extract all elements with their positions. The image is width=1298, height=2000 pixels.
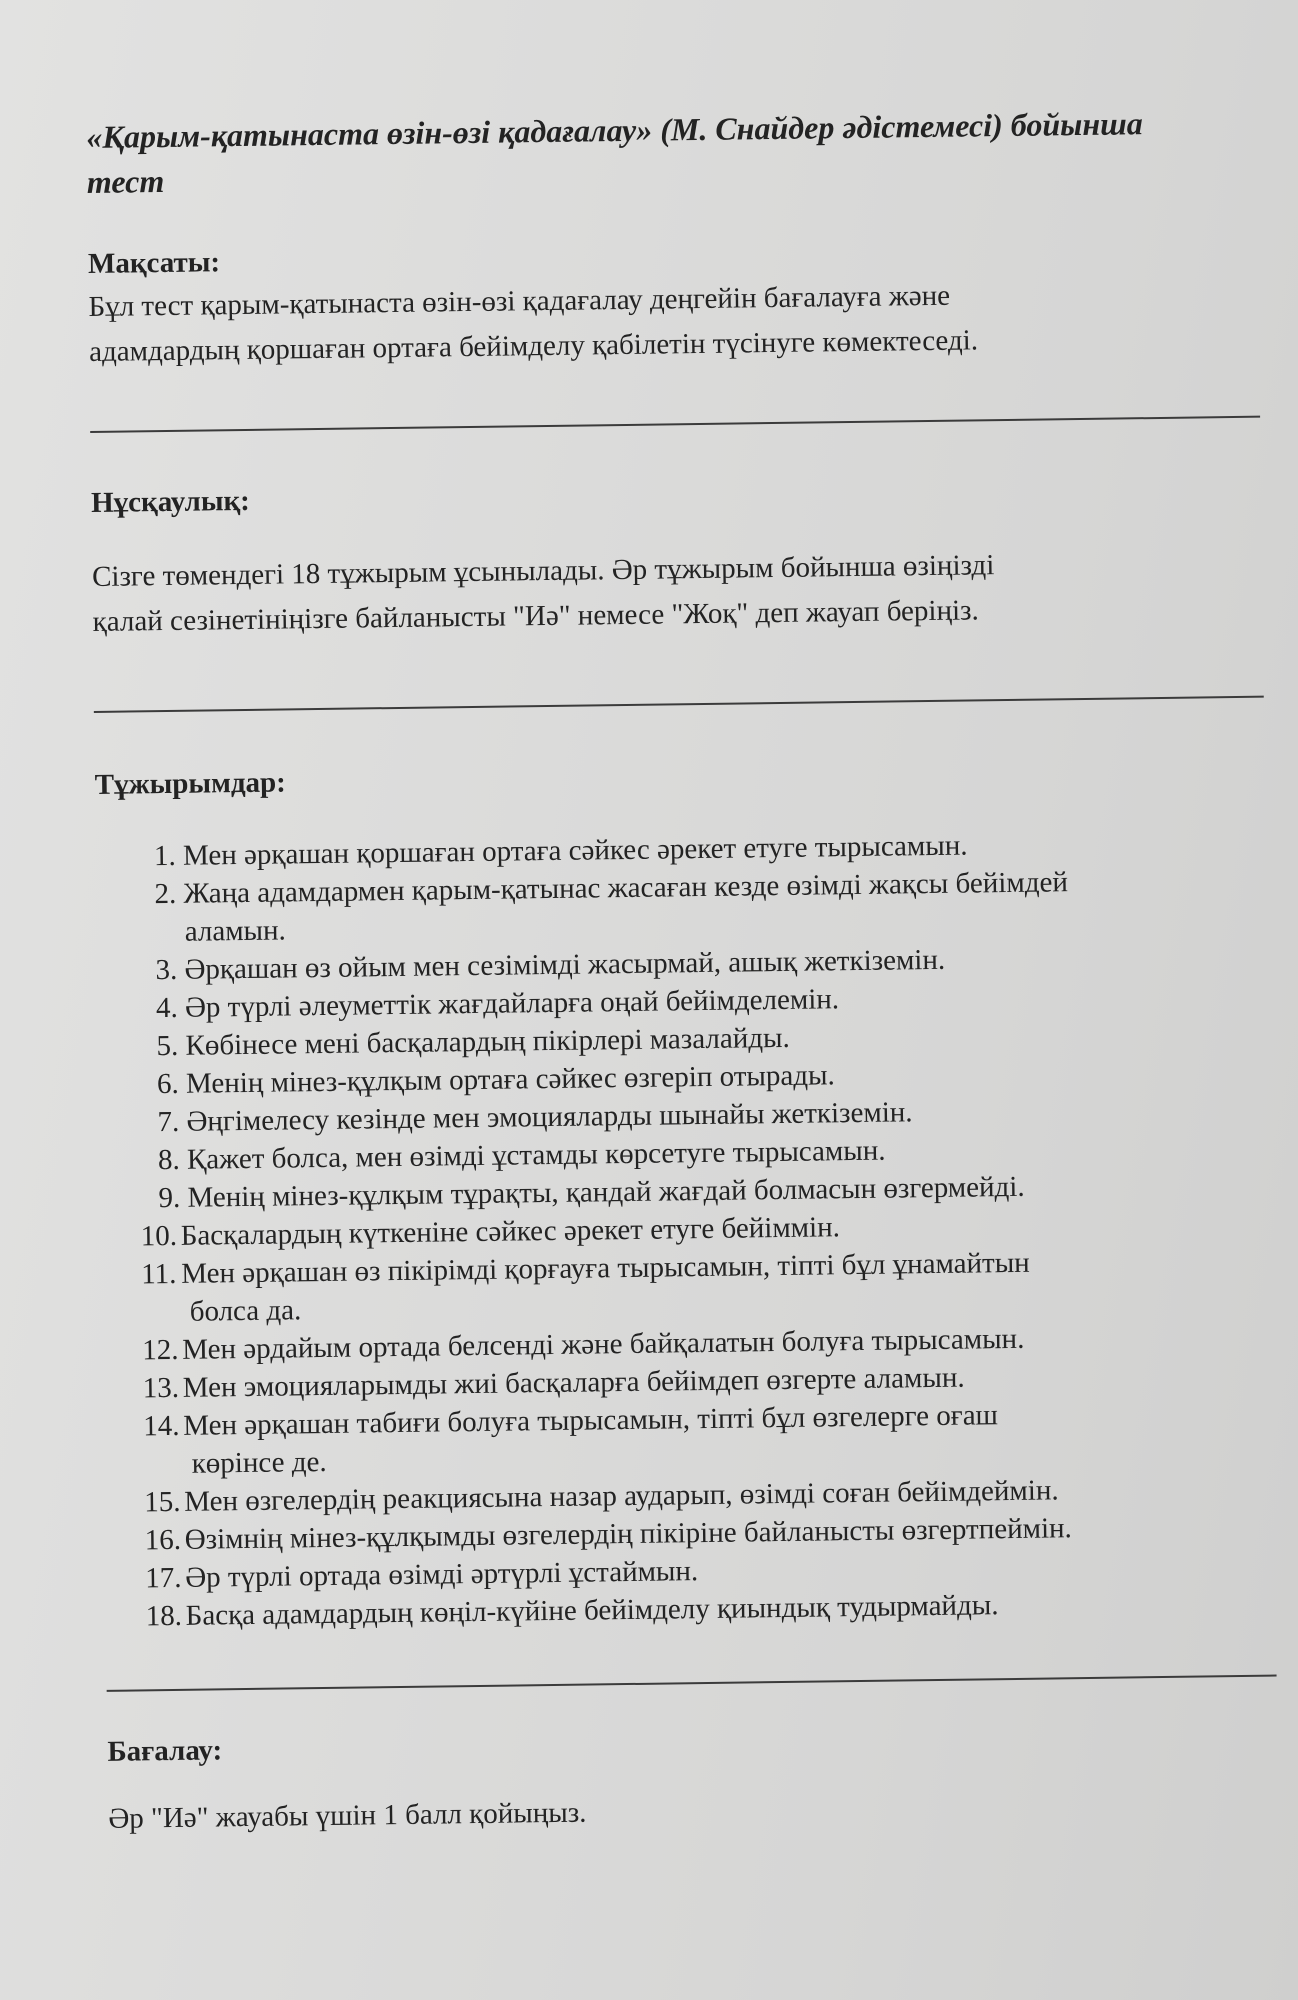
purpose-section <box>88 229 1260 375</box>
purpose-heading: Мақсаты: <box>87 246 221 281</box>
list-item <box>141 1240 1272 1331</box>
statement-text: Мен әрдайым ортада белсенді және байқалатын болуға тырысамын. <box>182 1322 1025 1366</box>
purpose-line-2: адамдардың қоршаған ортаға бейімделу қабілетін түсінуге көмектеседі. <box>88 324 979 368</box>
statement-text: Өзімнің мінез-құлқымды өзгелердің пікіріне байланысты өзгертпеймін. <box>184 1512 1073 1556</box>
list-item <box>136 861 1267 952</box>
statement-text: Жаңа адамдармен қарым-қатынас жасаған кезде өзімді жақсы бейімдей <box>183 866 1069 910</box>
statement-text: Мен эмоцияларымды жиі басқаларға бейімдеп өзгерте аламын. <box>182 1361 965 1404</box>
statement-text: Мен әрқашан табиғи болуға тырысамын, тіпті бұл өзгелерге оғаш <box>182 1399 999 1442</box>
statement-text: Көбінесе мені басқалардың пікірлері мазалайды. <box>185 1021 790 1062</box>
statement-number: 6. <box>156 1067 179 1101</box>
title-line-1: «Қарым-қатынаста өзін-өзі қадағалау» (М. Снайдер әдістемесі) бойынша <box>86 105 1143 155</box>
statement-number: 16. <box>144 1523 182 1557</box>
statement-number: 4. <box>155 991 178 1025</box>
purpose-line-1: Бұл тест қарым-қатынаста өзін-өзі қадағалау деңгейін бағалауға және <box>88 279 951 323</box>
scoring-section <box>107 1716 1278 1841</box>
statement-text: Менің мінез-құлқым ортаға сәйкес өзгеріп отырады. <box>185 1059 835 1100</box>
statement-text-continued: көрінсе де. <box>191 1445 327 1480</box>
statement-number: 3. <box>155 953 178 987</box>
statement-number: 14. <box>142 1409 180 1443</box>
instruction-section <box>91 467 1263 645</box>
statement-text: Әрқашан өз ойым мен сезімімді жасырмай, ашық жеткіземін. <box>184 943 946 986</box>
instruction-heading: Нұсқаулық: <box>90 484 251 519</box>
statement-number: 7. <box>157 1105 180 1139</box>
document-title <box>86 97 1257 209</box>
statement-number: 5. <box>156 1029 179 1063</box>
list-item <box>143 1392 1274 1483</box>
scoring-text: Әр "Иә" жауабы үшін 1 балл қойыңыз. <box>108 1796 587 1835</box>
statement-number: 2. <box>154 877 177 911</box>
statement-number: 12. <box>142 1333 179 1367</box>
statement-number: 9. <box>158 1181 181 1215</box>
statement-text: Мен өзгелердің реакциясына назар аударып, өзімді соған бейімдеймін. <box>183 1474 1059 1518</box>
statement-number: 13. <box>142 1371 180 1405</box>
statement-number: 18. <box>145 1599 183 1633</box>
statement-text: Әр түрлі ортада өзімді әртүрлі ұстаймын. <box>184 1555 699 1594</box>
statement-number: 8. <box>157 1143 180 1177</box>
statement-number: 15. <box>143 1485 181 1519</box>
statement-text: Менің мінез-құлқым тұрақты, қандай жағдай болмасын өзгермейді. <box>187 1170 1025 1214</box>
statement-text: Әр түрлі әлеуметтік жағдайларға оңай бейімделемін. <box>184 983 840 1024</box>
statement-number: 10. <box>140 1219 178 1253</box>
statement-text: Басқалардың күткеніне сәйкес әрекет етуге бейіммін. <box>180 1211 841 1252</box>
divider <box>107 1674 1277 1691</box>
title-line-2: тест <box>86 163 165 201</box>
statement-number: 1. <box>153 839 176 873</box>
document-page <box>86 97 1279 1842</box>
instruction-line-1: Сізге төмендегі 18 тұжырым ұсынылады. Әр тұжырым бойынша өзіңізді <box>91 549 995 594</box>
statement-text-continued: аламын. <box>184 914 287 948</box>
divider <box>90 416 1260 433</box>
statement-list <box>135 823 1275 1636</box>
statements-heading: Тұжырымдар: <box>94 766 287 802</box>
statement-text: Әңгімелесу кезінде мен эмоцияларды шынайы жеткіземін. <box>186 1096 913 1138</box>
statement-text: Мен әрқашан қоршаған ортаға сәйкес әрекет етуге тырысамын. <box>182 829 968 872</box>
statement-number: 11. <box>141 1257 177 1291</box>
statement-number: 17. <box>144 1561 182 1595</box>
statement-text: Басқа адамдардың көңіл-күйіне бейімделу қиындық тудырмайды. <box>185 1589 999 1632</box>
scoring-heading: Бағалау: <box>107 1734 223 1768</box>
statements-section <box>95 750 1276 1636</box>
divider <box>94 696 1264 713</box>
statement-text: Қажет болса, мен өзімді ұстамды көрсетуге тырысамын. <box>186 1134 886 1176</box>
instruction-line-2: қалай сезінетініңізге байланысты "Иә" немесе "Жоқ" деп жауап беріңіз. <box>92 594 979 639</box>
statement-text: Мен әрқашан өз пікірімді қорғауға тырысамын, тіпті бұл ұнамайтын <box>181 1246 1030 1290</box>
statement-text-continued: болса да. <box>189 1294 302 1328</box>
